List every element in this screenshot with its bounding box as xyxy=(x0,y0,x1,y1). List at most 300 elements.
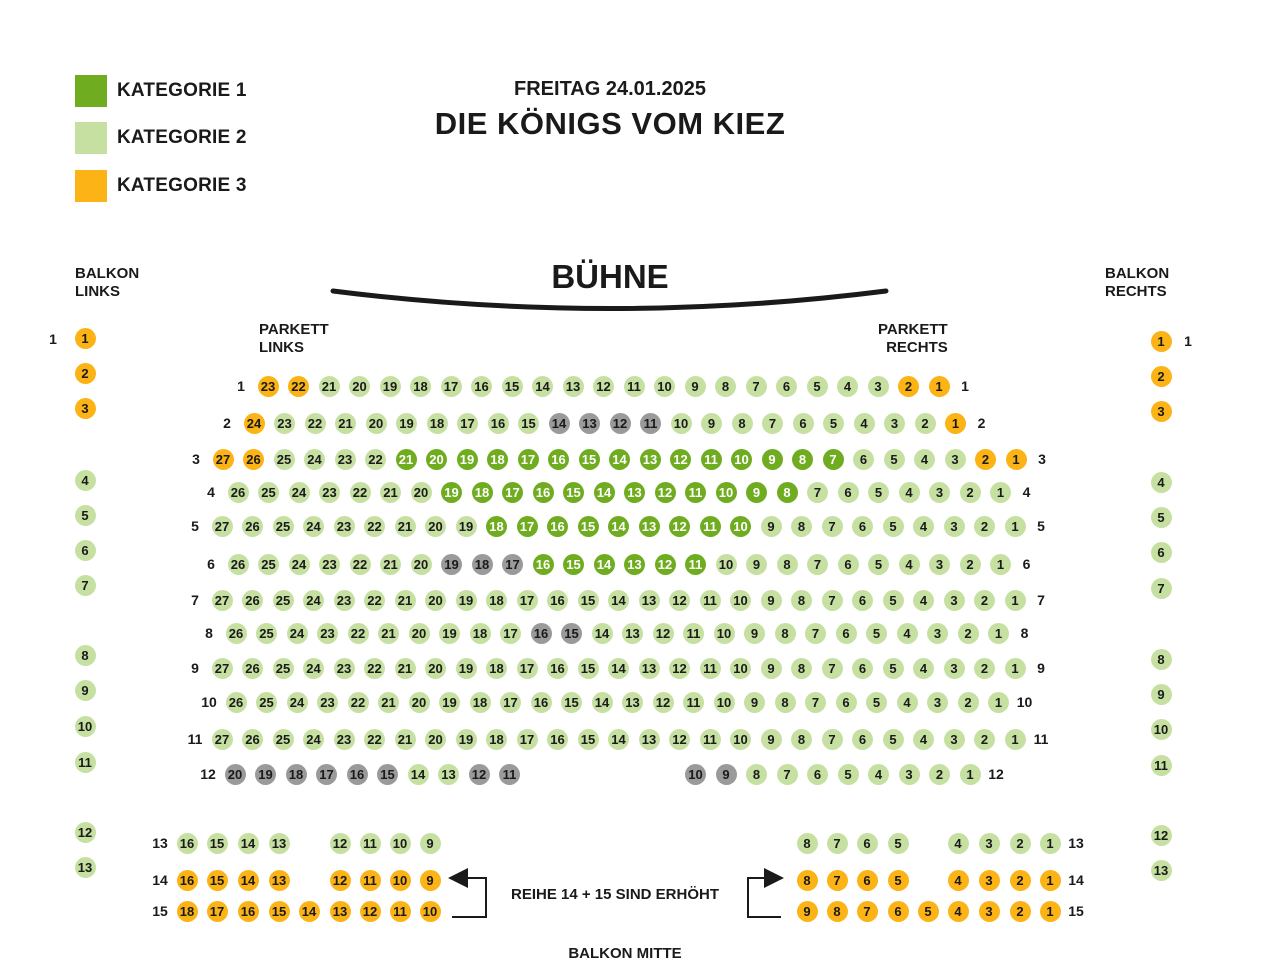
seat-p-2-2[interactable]: 2 xyxy=(915,413,936,434)
seat-p-14-1[interactable]: 1 xyxy=(1040,870,1061,891)
seat-p-14-4[interactable]: 4 xyxy=(948,870,969,891)
seat-p-8-4[interactable]: 4 xyxy=(897,623,918,644)
seat-p-8-8[interactable]: 8 xyxy=(775,623,796,644)
seat-p-1-18[interactable]: 18 xyxy=(410,376,431,397)
seat-p-10-11[interactable]: 11 xyxy=(683,692,704,713)
seat-p-1-11[interactable]: 11 xyxy=(624,376,645,397)
seat-p-8-14[interactable]: 14 xyxy=(592,623,613,644)
seat-p-8-26[interactable]: 26 xyxy=(226,623,247,644)
seat-p-11-5[interactable]: 5 xyxy=(883,729,904,750)
seat-p-5-1[interactable]: 1 xyxy=(1005,516,1026,537)
seat-p-2-14[interactable]: 14 xyxy=(549,413,570,434)
seat-p-9-25[interactable]: 25 xyxy=(273,658,294,679)
seat-p-4-10[interactable]: 10 xyxy=(716,482,737,503)
seat-p-7-26[interactable]: 26 xyxy=(242,590,263,611)
seat-balkon_links_seats-bl-5[interactable]: 5 xyxy=(75,505,96,526)
seat-p-14-6[interactable]: 6 xyxy=(857,870,878,891)
seat-p-14-8[interactable]: 8 xyxy=(797,870,818,891)
seat-balkon_rechts_seats-br-6[interactable]: 6 xyxy=(1151,542,1172,563)
seat-balkon_links_seats-bl-4[interactable]: 4 xyxy=(75,470,96,491)
seat-p-3-6[interactable]: 6 xyxy=(853,449,874,470)
seat-p-1-10[interactable]: 10 xyxy=(654,376,675,397)
seat-p-6-6[interactable]: 6 xyxy=(838,554,859,575)
seat-p-10-17[interactable]: 17 xyxy=(500,692,521,713)
seat-p-4-14[interactable]: 14 xyxy=(594,482,615,503)
seat-p-2-1[interactable]: 1 xyxy=(945,413,966,434)
seat-p-6-8[interactable]: 8 xyxy=(777,554,798,575)
seat-p-3-17[interactable]: 17 xyxy=(518,449,539,470)
seat-p-3-25[interactable]: 25 xyxy=(274,449,295,470)
seat-p-6-23[interactable]: 23 xyxy=(319,554,340,575)
seat-p-4-4[interactable]: 4 xyxy=(899,482,920,503)
seat-p-1-21[interactable]: 21 xyxy=(319,376,340,397)
seat-p-2-6[interactable]: 6 xyxy=(793,413,814,434)
seat-p-15-12[interactable]: 12 xyxy=(360,901,381,922)
seat-p-5-24[interactable]: 24 xyxy=(303,516,324,537)
seat-p-9-17[interactable]: 17 xyxy=(517,658,538,679)
seat-p-8-10[interactable]: 10 xyxy=(714,623,735,644)
seat-p-5-7[interactable]: 7 xyxy=(822,516,843,537)
seat-p-10-10[interactable]: 10 xyxy=(714,692,735,713)
seat-p-12-14[interactable]: 14 xyxy=(408,764,429,785)
seat-p-9-14[interactable]: 14 xyxy=(608,658,629,679)
seat-p-3-15[interactable]: 15 xyxy=(579,449,600,470)
seat-p-7-27[interactable]: 27 xyxy=(212,590,233,611)
seat-p-6-26[interactable]: 26 xyxy=(228,554,249,575)
seat-p-9-8[interactable]: 8 xyxy=(791,658,812,679)
seat-p-5-2[interactable]: 2 xyxy=(974,516,995,537)
seat-p-5-9[interactable]: 9 xyxy=(761,516,782,537)
seat-p-8-22[interactable]: 22 xyxy=(348,623,369,644)
seat-p-3-23[interactable]: 23 xyxy=(335,449,356,470)
seat-p-7-19[interactable]: 19 xyxy=(456,590,477,611)
seat-p-3-3[interactable]: 3 xyxy=(945,449,966,470)
seat-p-1-13[interactable]: 13 xyxy=(563,376,584,397)
seat-p-3-9[interactable]: 9 xyxy=(762,449,783,470)
seat-p-8-15[interactable]: 15 xyxy=(561,623,582,644)
seat-p-9-5[interactable]: 5 xyxy=(883,658,904,679)
seat-p-6-3[interactable]: 3 xyxy=(929,554,950,575)
seat-p-2-12[interactable]: 12 xyxy=(610,413,631,434)
seat-p-10-22[interactable]: 22 xyxy=(348,692,369,713)
seat-p-4-11[interactable]: 11 xyxy=(685,482,706,503)
seat-p-14-11[interactable]: 11 xyxy=(360,870,381,891)
seat-p-6-9[interactable]: 9 xyxy=(746,554,767,575)
seat-p-10-3[interactable]: 3 xyxy=(927,692,948,713)
seat-p-3-5[interactable]: 5 xyxy=(884,449,905,470)
seat-p-12-10[interactable]: 10 xyxy=(685,764,706,785)
seat-p-7-7[interactable]: 7 xyxy=(822,590,843,611)
seat-p-13-14[interactable]: 14 xyxy=(238,833,259,854)
seat-p-11-13[interactable]: 13 xyxy=(639,729,660,750)
seat-p-6-17[interactable]: 17 xyxy=(502,554,523,575)
seat-p-4-22[interactable]: 22 xyxy=(350,482,371,503)
seat-p-12-5[interactable]: 5 xyxy=(838,764,859,785)
seat-p-8-9[interactable]: 9 xyxy=(744,623,765,644)
seat-p-11-14[interactable]: 14 xyxy=(608,729,629,750)
seat-p-10-16[interactable]: 16 xyxy=(531,692,552,713)
seat-p-3-18[interactable]: 18 xyxy=(487,449,508,470)
seat-p-8-18[interactable]: 18 xyxy=(470,623,491,644)
seat-p-4-8[interactable]: 8 xyxy=(777,482,798,503)
seat-p-8-3[interactable]: 3 xyxy=(927,623,948,644)
seat-p-10-1[interactable]: 1 xyxy=(988,692,1009,713)
seat-p-9-12[interactable]: 12 xyxy=(669,658,690,679)
seat-p-1-19[interactable]: 19 xyxy=(380,376,401,397)
seat-p-10-23[interactable]: 23 xyxy=(317,692,338,713)
seat-p-2-10[interactable]: 10 xyxy=(671,413,692,434)
seat-p-7-24[interactable]: 24 xyxy=(303,590,324,611)
seat-p-15-7[interactable]: 7 xyxy=(857,901,878,922)
seat-balkon_links_seats-bl-11[interactable]: 11 xyxy=(75,752,96,773)
seat-p-7-12[interactable]: 12 xyxy=(669,590,690,611)
seat-p-13-5[interactable]: 5 xyxy=(888,833,909,854)
seat-p-7-20[interactable]: 20 xyxy=(425,590,446,611)
seat-p-2-23[interactable]: 23 xyxy=(274,413,295,434)
seat-balkon_links_seats-bl-13[interactable]: 13 xyxy=(75,857,96,878)
seat-p-4-20[interactable]: 20 xyxy=(411,482,432,503)
seat-p-5-16[interactable]: 16 xyxy=(547,516,568,537)
seat-p-1-5[interactable]: 5 xyxy=(807,376,828,397)
seat-p-9-19[interactable]: 19 xyxy=(456,658,477,679)
seat-p-2-5[interactable]: 5 xyxy=(823,413,844,434)
seat-p-2-20[interactable]: 20 xyxy=(366,413,387,434)
seat-p-8-25[interactable]: 25 xyxy=(256,623,277,644)
seat-p-6-21[interactable]: 21 xyxy=(380,554,401,575)
seat-p-4-17[interactable]: 17 xyxy=(502,482,523,503)
seat-p-11-16[interactable]: 16 xyxy=(547,729,568,750)
seat-p-2-7[interactable]: 7 xyxy=(762,413,783,434)
seat-p-15-9[interactable]: 9 xyxy=(797,901,818,922)
seat-p-14-3[interactable]: 3 xyxy=(979,870,1000,891)
seat-p-13-11[interactable]: 11 xyxy=(360,833,381,854)
seat-p-7-15[interactable]: 15 xyxy=(578,590,599,611)
seat-p-9-27[interactable]: 27 xyxy=(212,658,233,679)
seat-p-12-17[interactable]: 17 xyxy=(316,764,337,785)
seat-p-12-9[interactable]: 9 xyxy=(716,764,737,785)
seat-p-6-12[interactable]: 12 xyxy=(655,554,676,575)
seat-p-10-9[interactable]: 9 xyxy=(744,692,765,713)
seat-p-1-16[interactable]: 16 xyxy=(471,376,492,397)
seat-p-15-6[interactable]: 6 xyxy=(888,901,909,922)
seat-balkon_links_seats-bl-1[interactable]: 1 xyxy=(75,328,96,349)
seat-p-15-14[interactable]: 14 xyxy=(299,901,320,922)
seat-p-7-9[interactable]: 9 xyxy=(761,590,782,611)
seat-p-3-16[interactable]: 16 xyxy=(548,449,569,470)
seat-p-12-3[interactable]: 3 xyxy=(899,764,920,785)
seat-p-9-23[interactable]: 23 xyxy=(334,658,355,679)
seat-p-13-9[interactable]: 9 xyxy=(420,833,441,854)
seat-p-1-12[interactable]: 12 xyxy=(593,376,614,397)
seat-p-2-21[interactable]: 21 xyxy=(335,413,356,434)
seat-p-5-8[interactable]: 8 xyxy=(791,516,812,537)
seat-p-7-2[interactable]: 2 xyxy=(974,590,995,611)
seat-balkon_rechts_seats-br-2[interactable]: 2 xyxy=(1151,366,1172,387)
seat-p-13-2[interactable]: 2 xyxy=(1010,833,1031,854)
seat-p-12-20[interactable]: 20 xyxy=(225,764,246,785)
seat-balkon_links_seats-bl-3[interactable]: 3 xyxy=(75,398,96,419)
seat-p-1-15[interactable]: 15 xyxy=(502,376,523,397)
seat-p-2-22[interactable]: 22 xyxy=(305,413,326,434)
seat-p-6-13[interactable]: 13 xyxy=(624,554,645,575)
seat-p-9-21[interactable]: 21 xyxy=(395,658,416,679)
seat-p-5-13[interactable]: 13 xyxy=(639,516,660,537)
seat-p-9-16[interactable]: 16 xyxy=(547,658,568,679)
seat-balkon_rechts_seats-br-11[interactable]: 11 xyxy=(1151,755,1172,776)
seat-p-13-7[interactable]: 7 xyxy=(827,833,848,854)
seat-p-4-26[interactable]: 26 xyxy=(228,482,249,503)
seat-p-6-22[interactable]: 22 xyxy=(350,554,371,575)
seat-p-6-2[interactable]: 2 xyxy=(960,554,981,575)
seat-p-9-26[interactable]: 26 xyxy=(242,658,263,679)
seat-p-10-26[interactable]: 26 xyxy=(226,692,247,713)
seat-p-15-10[interactable]: 10 xyxy=(420,901,441,922)
seat-p-4-16[interactable]: 16 xyxy=(533,482,554,503)
seat-p-4-25[interactable]: 25 xyxy=(258,482,279,503)
seat-p-10-6[interactable]: 6 xyxy=(836,692,857,713)
seat-p-9-10[interactable]: 10 xyxy=(730,658,751,679)
seat-p-3-20[interactable]: 20 xyxy=(426,449,447,470)
seat-p-1-9[interactable]: 9 xyxy=(685,376,706,397)
seat-p-12-16[interactable]: 16 xyxy=(347,764,368,785)
seat-p-7-13[interactable]: 13 xyxy=(639,590,660,611)
seat-p-15-1[interactable]: 1 xyxy=(1040,901,1061,922)
seat-p-13-6[interactable]: 6 xyxy=(857,833,878,854)
seat-p-12-18[interactable]: 18 xyxy=(286,764,307,785)
seat-p-11-17[interactable]: 17 xyxy=(517,729,538,750)
seat-p-6-19[interactable]: 19 xyxy=(441,554,462,575)
seat-p-2-18[interactable]: 18 xyxy=(427,413,448,434)
seat-p-5-26[interactable]: 26 xyxy=(242,516,263,537)
seat-p-13-12[interactable]: 12 xyxy=(330,833,351,854)
seat-p-3-19[interactable]: 19 xyxy=(457,449,478,470)
seat-p-7-21[interactable]: 21 xyxy=(395,590,416,611)
seat-p-14-10[interactable]: 10 xyxy=(390,870,411,891)
seat-p-9-22[interactable]: 22 xyxy=(364,658,385,679)
seat-p-10-18[interactable]: 18 xyxy=(470,692,491,713)
seat-p-9-18[interactable]: 18 xyxy=(486,658,507,679)
seat-p-1-20[interactable]: 20 xyxy=(349,376,370,397)
seat-p-12-13[interactable]: 13 xyxy=(438,764,459,785)
seat-p-8-21[interactable]: 21 xyxy=(378,623,399,644)
seat-p-7-25[interactable]: 25 xyxy=(273,590,294,611)
seat-p-7-11[interactable]: 11 xyxy=(700,590,721,611)
seat-p-3-7[interactable]: 7 xyxy=(823,449,844,470)
seat-p-11-4[interactable]: 4 xyxy=(913,729,934,750)
seat-p-14-16[interactable]: 16 xyxy=(177,870,198,891)
seat-p-5-18[interactable]: 18 xyxy=(486,516,507,537)
seat-p-3-21[interactable]: 21 xyxy=(396,449,417,470)
seat-p-8-7[interactable]: 7 xyxy=(805,623,826,644)
seat-p-11-22[interactable]: 22 xyxy=(364,729,385,750)
seat-balkon_rechts_seats-br-4[interactable]: 4 xyxy=(1151,472,1172,493)
seat-p-11-19[interactable]: 19 xyxy=(456,729,477,750)
seat-balkon_rechts_seats-br-7[interactable]: 7 xyxy=(1151,578,1172,599)
seat-p-11-23[interactable]: 23 xyxy=(334,729,355,750)
seat-p-2-17[interactable]: 17 xyxy=(457,413,478,434)
seat-balkon_links_seats-bl-9[interactable]: 9 xyxy=(75,680,96,701)
seat-p-6-20[interactable]: 20 xyxy=(411,554,432,575)
seat-p-14-2[interactable]: 2 xyxy=(1010,870,1031,891)
seat-p-7-22[interactable]: 22 xyxy=(364,590,385,611)
seat-p-9-20[interactable]: 20 xyxy=(425,658,446,679)
seat-p-6-4[interactable]: 4 xyxy=(899,554,920,575)
seat-p-1-7[interactable]: 7 xyxy=(746,376,767,397)
seat-p-8-17[interactable]: 17 xyxy=(500,623,521,644)
seat-p-3-11[interactable]: 11 xyxy=(701,449,722,470)
seat-p-12-2[interactable]: 2 xyxy=(929,764,950,785)
seat-p-5-27[interactable]: 27 xyxy=(212,516,233,537)
seat-p-9-1[interactable]: 1 xyxy=(1005,658,1026,679)
seat-p-11-25[interactable]: 25 xyxy=(273,729,294,750)
seat-balkon_rechts_seats-br-1[interactable]: 1 xyxy=(1151,331,1172,352)
seat-balkon_rechts_seats-br-13[interactable]: 13 xyxy=(1151,860,1172,881)
seat-p-6-16[interactable]: 16 xyxy=(533,554,554,575)
seat-p-12-12[interactable]: 12 xyxy=(469,764,490,785)
seat-p-11-2[interactable]: 2 xyxy=(974,729,995,750)
seat-p-11-9[interactable]: 9 xyxy=(761,729,782,750)
seat-p-9-13[interactable]: 13 xyxy=(639,658,660,679)
seat-p-8-19[interactable]: 19 xyxy=(439,623,460,644)
seat-p-11-21[interactable]: 21 xyxy=(395,729,416,750)
seat-p-13-4[interactable]: 4 xyxy=(948,833,969,854)
seat-p-2-19[interactable]: 19 xyxy=(396,413,417,434)
seat-p-15-4[interactable]: 4 xyxy=(948,901,969,922)
seat-p-7-5[interactable]: 5 xyxy=(883,590,904,611)
seat-p-1-14[interactable]: 14 xyxy=(532,376,553,397)
seat-p-6-15[interactable]: 15 xyxy=(563,554,584,575)
seat-p-5-21[interactable]: 21 xyxy=(395,516,416,537)
seat-balkon_links_seats-bl-7[interactable]: 7 xyxy=(75,575,96,596)
seat-p-13-13[interactable]: 13 xyxy=(269,833,290,854)
seat-p-4-19[interactable]: 19 xyxy=(441,482,462,503)
seat-p-2-4[interactable]: 4 xyxy=(854,413,875,434)
seat-balkon_links_seats-bl-10[interactable]: 10 xyxy=(75,716,96,737)
seat-p-5-12[interactable]: 12 xyxy=(669,516,690,537)
seat-p-15-15[interactable]: 15 xyxy=(269,901,290,922)
seat-p-11-11[interactable]: 11 xyxy=(700,729,721,750)
seat-p-11-3[interactable]: 3 xyxy=(944,729,965,750)
seat-p-15-2[interactable]: 2 xyxy=(1010,901,1031,922)
seat-p-10-19[interactable]: 19 xyxy=(439,692,460,713)
seat-p-7-14[interactable]: 14 xyxy=(608,590,629,611)
seat-p-5-25[interactable]: 25 xyxy=(273,516,294,537)
seat-p-7-16[interactable]: 16 xyxy=(547,590,568,611)
seat-balkon_rechts_seats-br-5[interactable]: 5 xyxy=(1151,507,1172,528)
seat-p-8-23[interactable]: 23 xyxy=(317,623,338,644)
seat-p-10-21[interactable]: 21 xyxy=(378,692,399,713)
seat-p-6-14[interactable]: 14 xyxy=(594,554,615,575)
seat-p-4-5[interactable]: 5 xyxy=(868,482,889,503)
seat-p-2-9[interactable]: 9 xyxy=(701,413,722,434)
seat-p-10-4[interactable]: 4 xyxy=(897,692,918,713)
seat-p-3-2[interactable]: 2 xyxy=(975,449,996,470)
seat-p-5-22[interactable]: 22 xyxy=(364,516,385,537)
seat-p-11-1[interactable]: 1 xyxy=(1005,729,1026,750)
seat-p-3-4[interactable]: 4 xyxy=(914,449,935,470)
seat-p-10-2[interactable]: 2 xyxy=(958,692,979,713)
seat-p-12-1[interactable]: 1 xyxy=(960,764,981,785)
seat-p-15-8[interactable]: 8 xyxy=(827,901,848,922)
seat-p-12-8[interactable]: 8 xyxy=(746,764,767,785)
seat-p-1-22[interactable]: 22 xyxy=(288,376,309,397)
seat-balkon_rechts_seats-br-9[interactable]: 9 xyxy=(1151,684,1172,705)
seat-p-13-8[interactable]: 8 xyxy=(797,833,818,854)
seat-p-15-18[interactable]: 18 xyxy=(177,901,198,922)
seat-p-14-15[interactable]: 15 xyxy=(207,870,228,891)
seat-p-5-11[interactable]: 11 xyxy=(700,516,721,537)
seat-p-13-15[interactable]: 15 xyxy=(207,833,228,854)
seat-p-7-10[interactable]: 10 xyxy=(730,590,751,611)
seat-p-1-1[interactable]: 1 xyxy=(929,376,950,397)
seat-p-3-22[interactable]: 22 xyxy=(365,449,386,470)
seat-p-10-5[interactable]: 5 xyxy=(866,692,887,713)
seat-p-10-8[interactable]: 8 xyxy=(775,692,796,713)
seat-p-1-3[interactable]: 3 xyxy=(868,376,889,397)
seat-p-8-12[interactable]: 12 xyxy=(653,623,674,644)
seat-p-6-11[interactable]: 11 xyxy=(685,554,706,575)
seat-p-6-18[interactable]: 18 xyxy=(472,554,493,575)
seat-p-4-24[interactable]: 24 xyxy=(289,482,310,503)
seat-p-4-3[interactable]: 3 xyxy=(929,482,950,503)
seat-balkon_rechts_seats-br-3[interactable]: 3 xyxy=(1151,401,1172,422)
seat-p-12-15[interactable]: 15 xyxy=(377,764,398,785)
seat-p-1-8[interactable]: 8 xyxy=(715,376,736,397)
seat-p-3-14[interactable]: 14 xyxy=(609,449,630,470)
seat-p-9-2[interactable]: 2 xyxy=(974,658,995,679)
seat-p-10-7[interactable]: 7 xyxy=(805,692,826,713)
seat-p-2-3[interactable]: 3 xyxy=(884,413,905,434)
seat-p-2-11[interactable]: 11 xyxy=(640,413,661,434)
seat-p-4-15[interactable]: 15 xyxy=(563,482,584,503)
seat-p-8-24[interactable]: 24 xyxy=(287,623,308,644)
seat-p-8-16[interactable]: 16 xyxy=(531,623,552,644)
seat-p-3-27[interactable]: 27 xyxy=(213,449,234,470)
seat-p-3-26[interactable]: 26 xyxy=(243,449,264,470)
seat-p-6-5[interactable]: 5 xyxy=(868,554,889,575)
seat-p-4-23[interactable]: 23 xyxy=(319,482,340,503)
seat-p-6-7[interactable]: 7 xyxy=(807,554,828,575)
seat-p-8-20[interactable]: 20 xyxy=(409,623,430,644)
seat-p-5-14[interactable]: 14 xyxy=(608,516,629,537)
seat-p-7-6[interactable]: 6 xyxy=(852,590,873,611)
seat-p-10-24[interactable]: 24 xyxy=(287,692,308,713)
seat-p-2-15[interactable]: 15 xyxy=(518,413,539,434)
seat-p-5-6[interactable]: 6 xyxy=(852,516,873,537)
seat-p-15-5[interactable]: 5 xyxy=(918,901,939,922)
seat-p-14-5[interactable]: 5 xyxy=(888,870,909,891)
seat-p-14-9[interactable]: 9 xyxy=(420,870,441,891)
seat-p-5-19[interactable]: 19 xyxy=(456,516,477,537)
seat-p-1-2[interactable]: 2 xyxy=(898,376,919,397)
seat-p-2-24[interactable]: 24 xyxy=(244,413,265,434)
seat-p-3-12[interactable]: 12 xyxy=(670,449,691,470)
seat-p-14-14[interactable]: 14 xyxy=(238,870,259,891)
seat-p-4-13[interactable]: 13 xyxy=(624,482,645,503)
seat-p-5-3[interactable]: 3 xyxy=(944,516,965,537)
seat-p-11-12[interactable]: 12 xyxy=(669,729,690,750)
seat-p-11-18[interactable]: 18 xyxy=(486,729,507,750)
seat-p-4-2[interactable]: 2 xyxy=(960,482,981,503)
seat-p-1-17[interactable]: 17 xyxy=(441,376,462,397)
seat-p-14-12[interactable]: 12 xyxy=(330,870,351,891)
seat-balkon_links_seats-bl-6[interactable]: 6 xyxy=(75,540,96,561)
seat-p-8-13[interactable]: 13 xyxy=(622,623,643,644)
seat-p-4-9[interactable]: 9 xyxy=(746,482,767,503)
seat-p-9-24[interactable]: 24 xyxy=(303,658,324,679)
seat-p-5-5[interactable]: 5 xyxy=(883,516,904,537)
seat-p-9-9[interactable]: 9 xyxy=(761,658,782,679)
